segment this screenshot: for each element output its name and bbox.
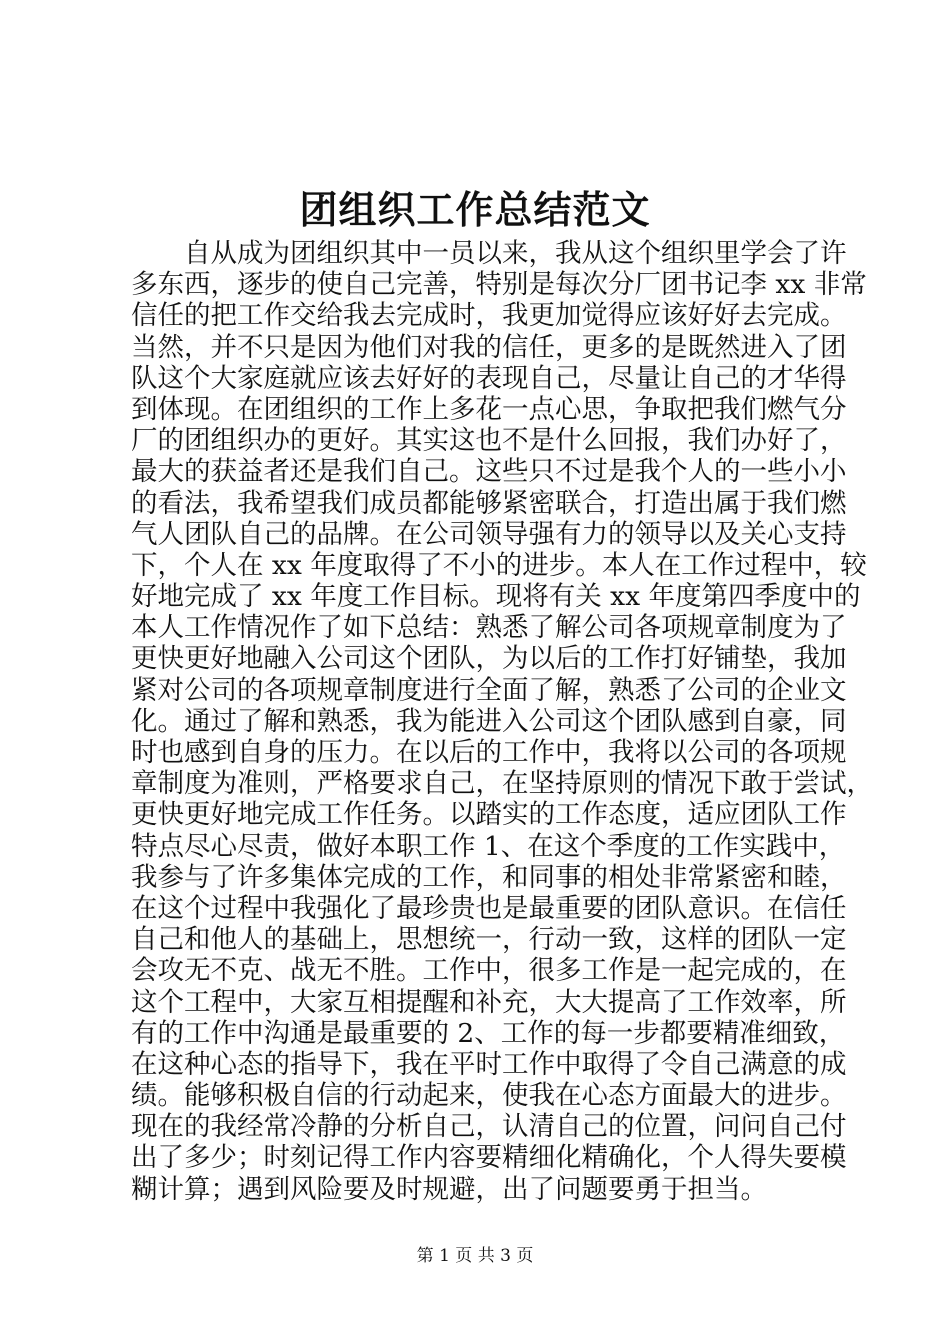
page-footer: 第 1 页 共 3 页 [416,1246,534,1266]
body-line: 绩。能够积极自信的行动起来，使我在心态方面最大的进步。 [131,1080,847,1112]
body-line: 的看法，我希望我们成员都能够紧密联合，打造出属于我们燃 [131,487,847,519]
body-line: 糊计算；遇到风险要及时规避，出了问题要勇于担当。 [131,1173,767,1205]
body-line: 特点尽心尽责，做好本职工作 1、在这个季度的工作实践中， [131,830,846,862]
body-line: 这个工程中，大家互相提醒和补充，大大提高了工作效率，所 [131,986,847,1018]
body-line: 自从成为团组织其中一员以来，我从这个组织里学会了许 [131,238,847,269]
body-line: 多东西，逐步的使自己完善，特别是每次分厂团书记李 xx 非常 [131,269,867,301]
document-title: 团组织工作总结范文 [299,187,651,232]
body-line: 在这种心态的指导下，我在平时工作中取得了令自己满意的成 [131,1048,847,1080]
body-line: 更快更好地完成工作任务。以踏实的工作态度，适应团队工作 [131,799,847,831]
body-line: 队这个大家庭就应该去好好的表现自己，尽量让自己的才华得 [131,362,847,394]
body-line: 会攻无不克、战无不胜。工作中，很多工作是一起完成的，在 [131,955,847,987]
body-line: 好地完成了 xx 年度工作目标。现将有关 xx 年度第四季度中的 [131,581,861,613]
body-line: 本人工作情况作了如下总结：熟悉了解公司各项规章制度为了 [131,612,847,644]
body-line: 现在的我经常冷静的分析自己，认清自己的位置，问问自己付 [131,1111,847,1143]
body-line: 紧对公司的各项规章制度进行全面了解，熟悉了公司的企业文 [131,674,847,706]
body-line: 时也感到自身的压力。在以后的工作中，我将以公司的各项规 [131,737,847,768]
body-line: 到体现。在团组织的工作上多花一点心思，争取把我们燃气分 [131,393,847,425]
document-body [131,238,873,1205]
body-line: 气人团队自己的品牌。在公司领导强有力的领导以及关心支持 [131,518,847,550]
body-line: 更快更好地融入公司这个团队，为以后的工作打好铺垫，我加 [131,643,847,675]
body-line: 信任的把工作交给我去完成时，我更加觉得应该好好去完成。 [131,300,847,332]
body-line: 章制度为准则，严格要求自己，在坚持原则的情况下敢于尝试， [131,768,873,800]
body-line: 下，个人在 xx 年度取得了不小的进步。本人在工作过程中，较 [131,549,867,581]
body-line: 厂的团组织办的更好。其实这也不是什么回报，我们办好了， [131,425,847,457]
body-line: 我参与了许多集体完成的工作，和同事的相处非常紧密和睦， [131,861,847,893]
body-line: 化。通过了解和熟悉，我为能进入公司这个团队感到自豪，同 [131,705,847,737]
body-line: 有的工作中沟通是最重要的 2、工作的每一步都要精准细致， [131,1017,846,1049]
body-line: 最大的获益者还是我们自己。这些只不过是我个人的一些小小 [131,456,847,488]
body-line: 自己和他人的基础上，思想统一，行动一致，这样的团队一定 [131,924,847,956]
body-line: 当然，并不只是因为他们对我的信任，更多的是既然进入了团 [131,331,847,363]
body-line: 在这个过程中我强化了最珍贵也是最重要的团队意识。在信任 [131,892,847,924]
body-line: 出了多少；时刻记得工作内容要精细化精确化，个人得失要模 [131,1142,847,1174]
